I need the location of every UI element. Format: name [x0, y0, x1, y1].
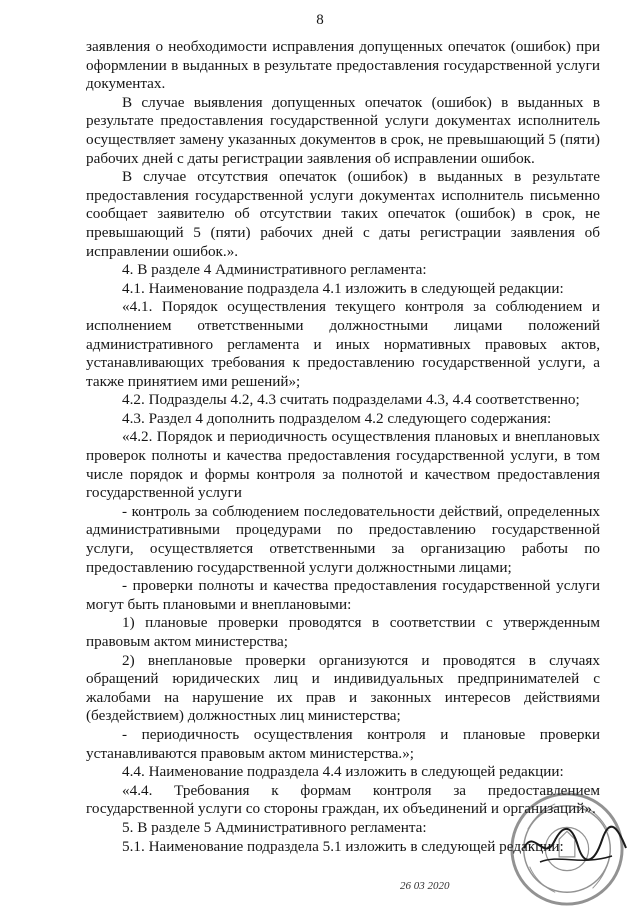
page-number: 8 [316, 12, 324, 28]
paragraph: - периодичность осуществления контроля и плановые проверки устанавливаются правовым актом министерства.»; [86, 725, 600, 762]
document-body [86, 38, 600, 856]
paragraph: 4.4. Наименование подраздела 4.4 изложить в следующей редакции: [122, 763, 564, 781]
paragraph: В случае выявления допущенных опечаток (ошибок) в выданных в результате предоставления государственной услуги документах исполнитель осуществляет замену указанных документов в срок, не превышающий 5 (пяти) рабочих дней с даты регистрации заявления об исправлении ошибок. [86, 93, 600, 167]
paragraph: 4.3. Раздел 4 дополнить подразделом 4.2 следующего содержания: [122, 409, 552, 427]
paragraph: - проверки полноты и качества предоставления государственной услуги могут быть плановыми и внеплановыми: [86, 577, 600, 613]
paragraph: «4.4. Требования к формам контроля за предоставлением государственной услуги со стороны граждан, их объединений и организаций». [86, 781, 600, 818]
paragraph: 5. В разделе 5 Административного регламента: [122, 818, 427, 836]
paragraph: «4.2. Порядок и периодичность осуществления плановых и внеплановых проверок полноты и качества предоставления государственной услуги, в том числе порядок и формы контроля за полнотой и качеством предоставления государственной услуги [86, 428, 600, 502]
paragraph: 4.1. Наименование подраздела 4.1 изложить в следующей редакции: [122, 279, 564, 297]
paragraph: 4. В разделе 4 Административного регламента: [122, 261, 427, 279]
paragraph: - контроль за соблюдением последовательности действий, определенных административными процедурами по предоставлению государственной услуги, осуществляется ответственными за организацию работы по предоставлению государственной услуги должностными лицами; [86, 502, 600, 576]
paragraph: В случае отсутствия опечаток (ошибок) в выданных в результате предоставления государственной услуги документах исполнитель письменно сообщает заявителю об отсутствии таких опечаток (ошибок) в срок, не превышающий 5 (пяти) рабочих дней с даты регистрации заявления об исправлении ошибок.». [86, 168, 600, 260]
paragraph: «4.1. Порядок осуществления текущего контроля за соблюдением и исполнением ответственными должностными лицами положений административного регламента и иных нормативных правовых актов, устанавливающих требования к предоставлению государственной услуги, а также принятием ими решений»; [86, 298, 600, 390]
paragraph: заявления о необходимости исправления допущенных опечаток (ошибок) при оформлении в выданных в результате предоставления государственной услуги документах. [86, 38, 600, 93]
paragraph: 2) внеплановые проверки организуются и проводятся в случаях обращений юридических лиц и индивидуальных предпринимателей с жалобами на нарушение их прав и законных интересов действиями (бездействием) должностных лиц министерства; [86, 651, 600, 725]
paragraph: 4.2. Подразделы 4.2, 4.3 считать подразделами 4.3, 4.4 соответственно; [122, 391, 580, 409]
handwritten-signature [520, 818, 630, 878]
date-stamp: 26 03 2020 [400, 880, 450, 892]
paragraph: 5.1. Наименование подраздела 5.1 изложить в следующей редакции: [122, 837, 564, 855]
paragraph: 1) плановые проверки проводятся в соответствии с утвержденным правовым актом министерства; [86, 614, 600, 650]
